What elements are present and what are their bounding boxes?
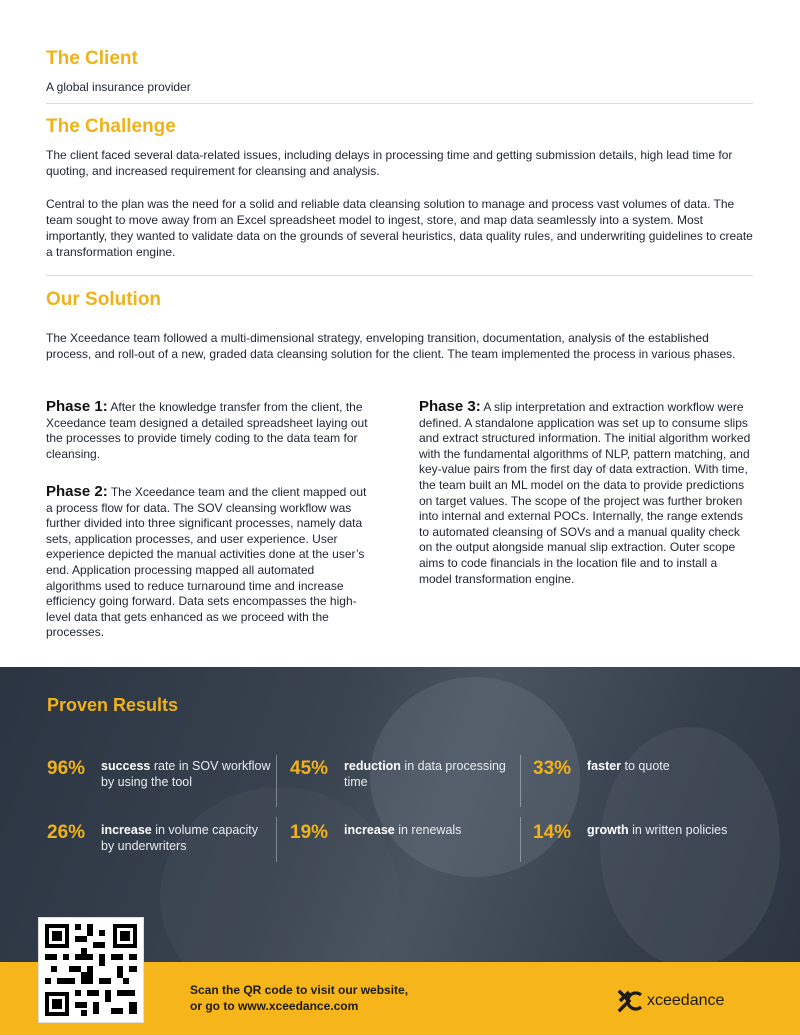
client-heading: The Client [46, 48, 138, 69]
stat-label: faster to quote [587, 759, 670, 773]
challenge-paragraph-1: The client faced several data-related issues, including delays in processing time and getting submission details, high lead time for quoting, and increased requirement for cleansing and analysis. [46, 148, 733, 178]
stat-item [47, 758, 277, 812]
stat-divider [520, 817, 521, 862]
stat-divider [276, 755, 277, 807]
solution-intro: The Xceedance team followed a multi-dimensional strategy, enveloping transition, documentation, analysis of the established process, and roll-out of a new, graded data cleansing solution for the client. The team implemented the process in various phases. [46, 331, 736, 361]
stat-divider [276, 817, 277, 862]
stat-value: 45% [290, 758, 329, 779]
stat-item [533, 822, 763, 876]
stat-label: success rate in SOV workflow by using the tool [101, 759, 271, 789]
phase-2-label: Phase 2: [46, 483, 108, 500]
qr-code[interactable] [38, 917, 144, 1023]
xceedance-logo-icon [617, 989, 643, 1013]
stat-item [533, 758, 763, 812]
challenge-heading: The Challenge [46, 116, 176, 137]
stat-label: reduction in data processing time [344, 759, 506, 789]
stat-value: 14% [533, 822, 572, 843]
footer-line-1: Scan the QR code to visit our website, [190, 983, 409, 997]
stat-label: increase in renewals [344, 823, 462, 837]
footer-line-2[interactable]: or go to www.xceedance.com [190, 999, 359, 1013]
divider [46, 103, 753, 104]
phase-2 [46, 484, 372, 641]
phase-1-text: After the knowledge transfer from the client, the Xceedance team designed a detailed spreadsheet laying out the processes to provide timely coding to the data team for cleansing. [46, 400, 368, 461]
solution-section [46, 289, 753, 362]
stat-value: 33% [533, 758, 572, 779]
phase-2-text: The Xceedance team and the client mapped out a process flow for data. The SOV cleansing workflow was further divided into three significant processes, namely data sets, application processes, and user experience. User experience depicted the manual activities done at the user’s end. Application processing mapped all automated algorithms used to reduce turnaround time and increase efficiency going forward. Data sets encompasses the high-level data that gets enhanced as we proceed with the processes. [46, 485, 367, 640]
logo-text: xceedance [647, 992, 725, 1009]
phase-3-text: A slip interpretation and extraction workflow were defined. A standalone application was set up to consume slips and extract structured information. The initial algorithm worked with the fundamental algorithms of NLP, pattern matching, and key-value pairs from the first day of data extraction. With time, the team built an ML model on the data to provide predictions on target values. The scope of the project was further broken into internal and external POCs. Internally, the range extends to automated cleansing of SOVs and a manual quality check on the output alongside manual slip extraction. Outer scope aims to code financials in the location file and to install a model transformation engine. [419, 400, 751, 586]
challenge-section [46, 116, 753, 260]
stat-value: 96% [47, 758, 86, 779]
stat-item [47, 822, 277, 876]
divider [46, 275, 753, 276]
stat-item [290, 822, 520, 876]
client-text: A global insurance provider [46, 80, 191, 94]
phase-1 [46, 399, 372, 462]
stat-value: 19% [290, 822, 329, 843]
phase-3-label: Phase 3: [419, 398, 481, 415]
challenge-paragraph-2: Central to the plan was the need for a solid and reliable data cleansing solution to manage and process vast volumes of data. The team sought to move away from an Excel spreadsheet model to ingest, store, and map data seamlessly into a system. Most importantly, they wanted to validate data on the grounds of several heuristics, data quality rules, and underwriting guidelines to create a transformation engine. [46, 197, 753, 259]
phase-3 [419, 399, 753, 587]
stat-divider [520, 755, 521, 807]
stat-label: growth in written policies [587, 823, 728, 837]
stat-item [290, 758, 520, 812]
phase-1-label: Phase 1: [46, 398, 108, 415]
xceedance-logo[interactable] [617, 988, 724, 1014]
solution-heading: Our Solution [46, 289, 162, 310]
client-section [46, 48, 753, 95]
stat-label: increase in volume capacity by underwriters [101, 823, 259, 853]
results-heading: Proven Results [47, 695, 179, 715]
footer-text [190, 982, 408, 1014]
stat-value: 26% [47, 822, 86, 843]
qr-code-icon [39, 918, 143, 1022]
